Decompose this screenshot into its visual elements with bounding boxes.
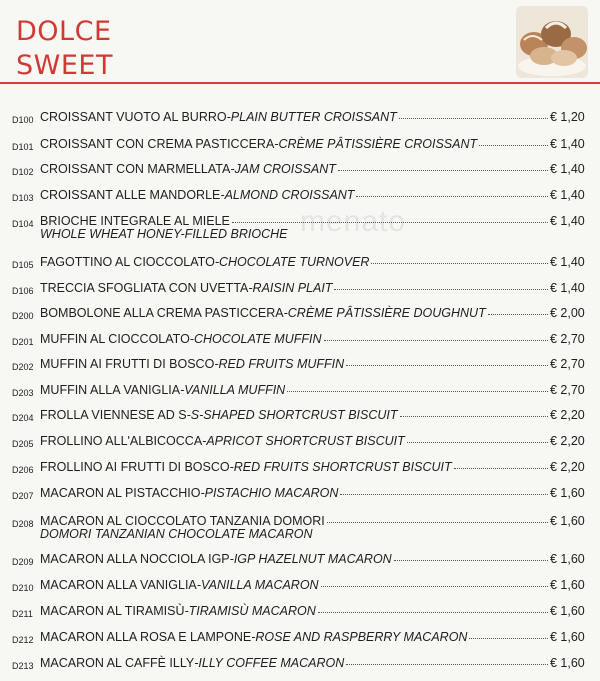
item-name-italian: FROLLINO ALL'ALBICOCCA (40, 434, 203, 448)
item-code: D105 (12, 260, 34, 270)
item-description (40, 110, 550, 124)
dot-leader (324, 340, 548, 341)
item-name-italian: CROISSANT VUOTO AL BURRO (40, 110, 227, 124)
item-description (40, 604, 550, 618)
item-name-italian: MACARON AL PISTACCHIO (40, 486, 201, 500)
item-description (40, 281, 550, 295)
item-separator: - (220, 188, 225, 202)
item-price: € 1,40 (550, 188, 585, 202)
item-name-italian: CROISSANT ALLE MANDORLE (40, 188, 221, 202)
item-price: € 1,60 (550, 552, 585, 566)
item-price: € 1,40 (550, 255, 585, 269)
item-name-italian: MACARON ALLA ROSA E LAMPONE (40, 630, 252, 644)
item-name-english: VANILLA MACARON (200, 578, 319, 592)
dot-leader (356, 196, 548, 197)
dot-leader (488, 314, 548, 315)
menu-item-row (0, 460, 600, 485)
item-separator: - (229, 460, 234, 474)
item-code: D204 (12, 413, 34, 423)
item-price: € 2,20 (550, 434, 585, 448)
pastry-photo-icon (516, 6, 588, 78)
item-separator: - (194, 656, 199, 670)
item-code: D202 (12, 362, 34, 372)
dot-leader (334, 289, 548, 290)
item-code: D213 (12, 661, 34, 671)
menu-header (0, 0, 600, 90)
item-name-italian: MACARON AL TIRAMISÙ (40, 604, 185, 618)
item-name-english: WHOLE WHEAT HONEY-FILLED BRIOCHE (40, 227, 288, 241)
item-description (40, 460, 550, 474)
item-separator: - (186, 408, 191, 422)
item-name-english: CHOCOLATE TURNOVER (218, 255, 370, 269)
item-code: D209 (12, 557, 34, 567)
item-description (40, 188, 550, 202)
item-price: € 1,20 (550, 110, 585, 124)
menu-item-row (0, 486, 600, 511)
menu-item-row (0, 255, 600, 280)
menu-item-row (0, 214, 600, 239)
item-name-english: DOMORI TANZANIAN CHOCOLATE MACARON (40, 527, 313, 541)
item-name-english: APRICOT SHORTCRUST BISCUIT (206, 434, 405, 448)
item-price: € 1,60 (550, 630, 585, 644)
item-name-italian: TRECCIA SFOGLIATA CON UVETTA (40, 281, 249, 295)
item-name-english: RAISIN PLAIT (252, 281, 333, 295)
item-name-english: ILLY COFFEE MACARON (198, 656, 345, 670)
dot-leader (407, 442, 548, 443)
item-name-italian: MACARON ALLA NOCCIOLA IGP (40, 552, 230, 566)
item-description (40, 357, 550, 371)
item-description (40, 332, 550, 346)
section-title-english: SWEET (16, 50, 113, 81)
item-description (40, 486, 550, 500)
item-name-italian: MUFFIN AI FRUTTI DI BOSCO (40, 357, 215, 371)
item-code: D208 (12, 519, 34, 529)
item-name-italian: MACARON AL CIOCCOLATO TANZANIA DOMORI (40, 514, 325, 528)
item-name-english: S-SHAPED SHORTCRUST BISCUIT (190, 408, 398, 422)
section-title-italian: DOLCE (16, 16, 112, 47)
item-code: D210 (12, 583, 34, 593)
item-description (40, 578, 550, 592)
dot-leader (399, 118, 548, 119)
item-code: D106 (12, 286, 34, 296)
item-code: D206 (12, 465, 34, 475)
item-price: € 2,70 (550, 357, 585, 371)
item-name-english: RED FRUITS SHORTCRUST BISCUIT (233, 460, 452, 474)
item-code: D203 (12, 388, 34, 398)
item-name-english: CRÈME PÂTISSIÈRE CROISSANT (278, 137, 478, 151)
item-price: € 2,20 (550, 460, 585, 474)
item-code: D205 (12, 439, 34, 449)
item-name-english: TIRAMISÙ MACARON (188, 604, 316, 618)
item-name-italian: FAGOTTINO AL CIOCCOLATO (40, 255, 215, 269)
item-separator: - (202, 434, 207, 448)
item-description (40, 630, 550, 644)
dot-leader (340, 494, 548, 495)
dot-leader (327, 522, 548, 523)
item-name-italian: BRIOCHE INTEGRALE AL MIELE (40, 214, 230, 228)
item-price: € 1,60 (550, 604, 585, 618)
watermark-text: menato (300, 205, 407, 238)
item-separator: - (184, 604, 189, 618)
item-name-english: RED FRUITS MUFFIN (218, 357, 345, 371)
menu-item-row (0, 408, 600, 433)
dot-leader (321, 586, 548, 587)
item-code: D101 (12, 142, 34, 152)
item-code: D102 (12, 167, 34, 177)
item-price: € 1,60 (550, 486, 585, 500)
item-price: € 1,40 (550, 214, 585, 228)
item-separator: - (251, 630, 256, 644)
item-description (40, 255, 550, 269)
dot-leader (287, 391, 548, 392)
item-separator: - (214, 357, 219, 371)
menu-item-row (0, 188, 600, 213)
menu-item-row (0, 604, 600, 629)
menu-item-row (0, 630, 600, 655)
dot-leader (338, 170, 548, 171)
item-name-italian: MUFFIN AL CIOCCOLATO (40, 332, 190, 346)
item-price: € 1,40 (550, 137, 585, 151)
menu-item-row (0, 162, 600, 187)
menu-item-row (0, 383, 600, 408)
item-name-italian: BOMBOLONE ALLA CREMA PASTICCERA (40, 306, 284, 320)
item-price: € 1,40 (550, 162, 585, 176)
item-price: € 2,70 (550, 383, 585, 397)
dot-leader (346, 365, 548, 366)
item-separator: - (229, 552, 234, 566)
item-separator: - (274, 137, 279, 151)
menu-item-row (0, 434, 600, 459)
item-description (40, 514, 550, 541)
item-name-english: PLAIN BUTTER CROISSANT (230, 110, 397, 124)
item-separator: - (180, 383, 185, 397)
item-name-italian: FROLLA VIENNESE AD S (40, 408, 187, 422)
item-code: D103 (12, 193, 34, 203)
item-separator: - (189, 332, 194, 346)
item-description (40, 214, 550, 241)
dot-leader (479, 145, 548, 146)
item-description (40, 434, 550, 448)
item-code: D211 (12, 609, 33, 619)
item-price: € 1,60 (550, 514, 585, 528)
item-name-italian: MACARON AL CAFFÈ ILLY (40, 656, 195, 670)
menu-item-row (0, 578, 600, 603)
item-description (40, 306, 550, 320)
item-name-english: JAM CROISSANT (234, 162, 336, 176)
item-name-english: VANILLA MUFFIN (184, 383, 286, 397)
menu-item-row (0, 332, 600, 357)
item-name-english: PISTACHIO MACARON (204, 486, 339, 500)
item-separator: - (226, 110, 231, 124)
item-description (40, 408, 550, 422)
dot-leader (469, 638, 548, 639)
dot-leader (346, 664, 548, 665)
item-name-italian: FROLLINO AI FRUTTI DI BOSCO (40, 460, 230, 474)
item-name-english: ROSE AND RASPBERRY MACARON (255, 630, 468, 644)
item-code: D104 (12, 219, 34, 229)
item-separator: - (248, 281, 253, 295)
item-description (40, 656, 550, 670)
item-name-english: CHOCOLATE MUFFIN (193, 332, 322, 346)
item-code: D207 (12, 491, 34, 501)
item-code: D100 (12, 115, 34, 125)
item-separator: - (200, 486, 205, 500)
menu-item-row (0, 137, 600, 162)
item-name-italian: CROISSANT CON MARMELLATA (40, 162, 231, 176)
item-name-italian: MACARON ALLA VANIGLIA (40, 578, 197, 592)
item-price: € 1,60 (550, 656, 585, 670)
item-name-italian: CROISSANT CON CREMA PASTICCERA (40, 137, 275, 151)
item-separator: - (230, 162, 235, 176)
header-divider (0, 82, 600, 84)
item-name-english: CRÈME PÂTISSIÈRE DOUGHNUT (287, 306, 486, 320)
menu-item-row (0, 306, 600, 331)
item-price: € 2,20 (550, 408, 585, 422)
item-name-english: IGP HAZELNUT MACARON (233, 552, 392, 566)
dot-leader (400, 416, 548, 417)
item-description (40, 552, 550, 566)
item-price: € 1,40 (550, 281, 585, 295)
menu-item-row (0, 656, 600, 681)
item-name-english: ALMOND CROISSANT (224, 188, 355, 202)
item-code: D201 (12, 337, 34, 347)
item-price: € 1,60 (550, 578, 585, 592)
menu-item-row (0, 110, 600, 135)
menu-item-row (0, 514, 600, 539)
menu-item-row (0, 552, 600, 577)
item-price: € 2,70 (550, 332, 585, 346)
menu-item-row (0, 281, 600, 306)
item-description (40, 137, 550, 151)
item-separator: - (214, 255, 219, 269)
item-name-italian: MUFFIN ALLA VANIGLIA (40, 383, 181, 397)
dot-leader (454, 468, 548, 469)
dot-leader (394, 560, 548, 561)
item-code: D200 (12, 311, 34, 321)
dot-leader (232, 222, 548, 223)
item-separator: - (196, 578, 201, 592)
item-description (40, 383, 550, 397)
item-description (40, 162, 550, 176)
dot-leader (371, 263, 548, 264)
dot-leader (318, 612, 548, 613)
item-separator: - (283, 306, 288, 320)
menu-item-row (0, 357, 600, 382)
item-code: D212 (12, 635, 34, 645)
item-price: € 2,00 (550, 306, 585, 320)
